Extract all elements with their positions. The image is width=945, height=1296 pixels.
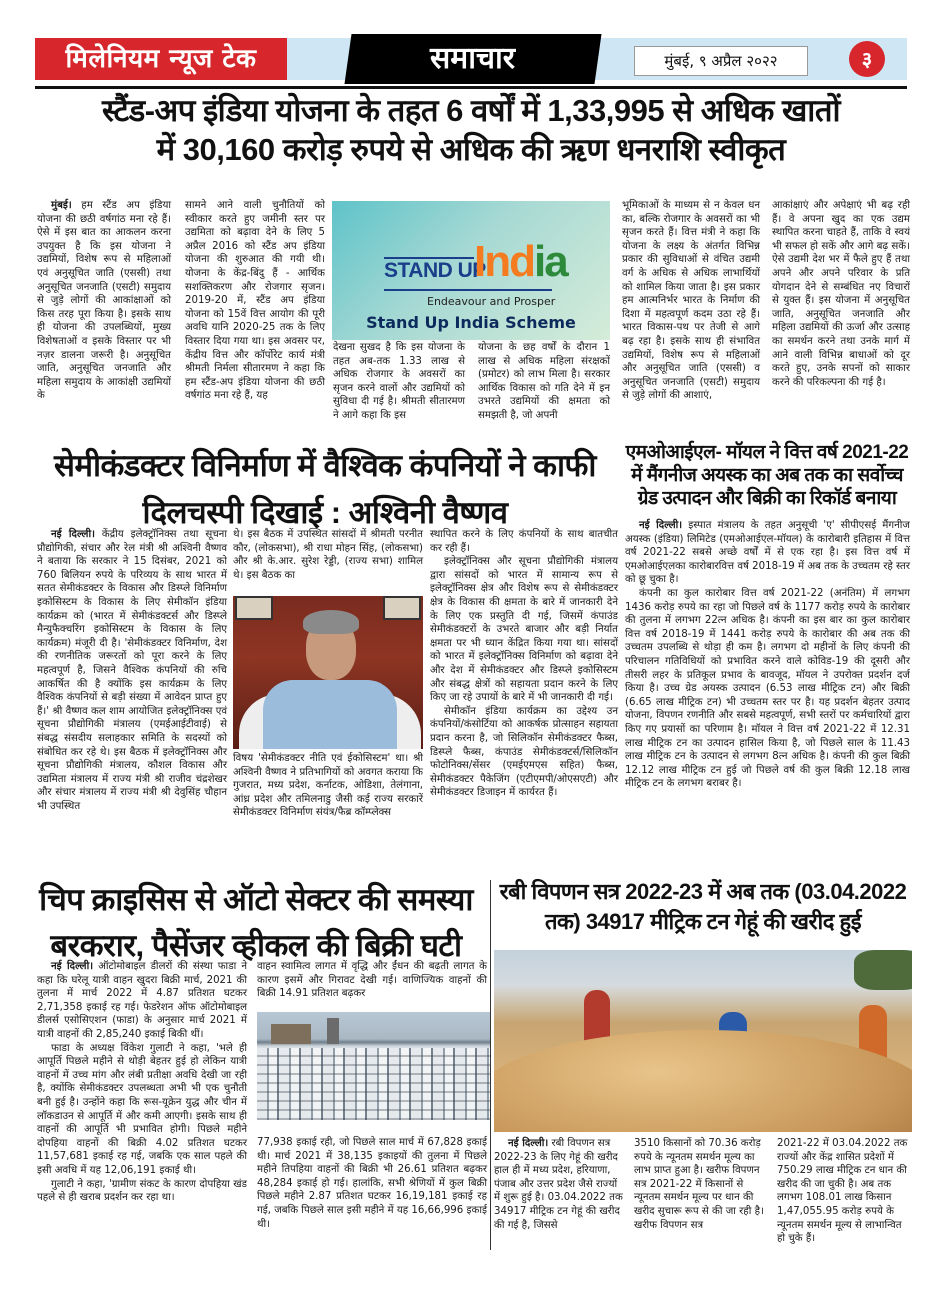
article1-headline [35,92,907,170]
article4-col2-bottom: 77,938 इकाई रही, जो पिछले साल मार्च में 67,828 इकाई थी। मार्च 2021 में 38,135 इकाइयों की तुलना में पिछले महीने तिपहिया वाहनों की बिक्री भी 26.61 प्रतिशत बढ़कर 48,284 इकाई हो गई। हालांकि, सभी श्रेणियों में कुल बिक्री पिछले महीने 2.87 प्रतिशत घटकर 16,19,181 इकाई रह गई, जबकि पिछले साल इसी महीने में यह 16,66,996 इकाई थी। [257,1137,487,1230]
photo-car-rows-shade [257,1048,490,1120]
article4-col2-top: वाहन स्वामित्व लागत में वृद्धि और ईंधन की बढ़ती लागत के कारण इसमें और गिरावट देखी गई। वाणिज्यिक वाहनों की बिक्री 14.91 प्रतिशत बढ़कर [257,961,487,1000]
photo-tower [327,1018,339,1044]
article3-headline-line1: एमओआईएल- मॉयल ने वित्त वर्ष 2021-22 [625,442,909,463]
article1-headline-line1: स्टैंड-अप इंडिया योजना के तहत 6 वर्षों में 1,33,995 से अधिक खातों [101,93,841,128]
wheat-harvest-photo [494,950,912,1132]
article4-col1: नई दिल्ली। ऑटोमोबाइल डीलरों की संस्था फाडा ने कहा कि घरेलू यात्री वाहन खुदरा बिक्री मार्च, 2021 की तुलना में मार्च 2022 में 4.87 प्रतिशत घटकर 2,71,358 इकाई रह गई। फेडरेशन ऑफ ऑटोमोबाइल डीलर्स एसोसिएशन (फाडा) के अनुसार मार्च 2021 में यात्री वाहनों की 2,85,240 इकाई बिकी थीं। फाडा के अध्यक्ष विंकेश गुलाटी ने कहा, 'भले ही आपूर्ति पिछले महीने से थोड़ी बेहतर हुई हो लेकिन यात्री वाहनों में उच्च मांग और लंबी प्रतीक्षा अवधि देखी जा रही है, क्योंकि सेमीकंडक्टर उपलब्धता अभी भी एक चुनौती बनी हुई है। उन्होंने कहा कि रूस-यूक्रेन युद्ध और चीन में लॉकडाउन से आपूर्ति में और कमी आएगी। इसके साथ ही वाहनों की आपूर्ति भी प्रभावित होगी। पिछले महीने दोपहिया वाहनों की बिक्री 4.02 प्रतिशत घटकर 11,57,681 इकाई रह गई, जबकि एक साल पहले की इसी अवधि में यह 12,06,191 इकाई थी। गुलाटी ने कहा, 'ग्रामीण संकट के कारण दोपहिया खंड पहले से ही खराब प्रदर्शन कर रहा था। [37,961,247,1204]
article5-headline [494,877,912,937]
article1-headline-line2: में 30,160 करोड़ रुपये से अधिक की ऋण धनराशि स्वीकृत [156,131,786,167]
article2-headline-line1: सेमीकंडक्टर विनिर्माण में वैश्विक कंपनियों ने काफी [54,448,596,483]
logo-india: India [474,237,567,286]
photo-grain-mound [494,1030,912,1132]
article1-col5: भूमिकाओं के माध्यम से न केवल धन का, बल्कि रोजगार के अवसरों का भी सृजन करते हैं। वित्त मंत्री ने कहा कि योजना के लक्ष्य के अंतर्गत विभिन्न प्रकार की सुविधाओं से वंचित उद्यमी वर्ग के अधिक से अधिक लाभार्थियों को शामिल किया जाता है। इस प्रकार हम आत्मनिर्भर भारत के निर्माण की दिशा में महत्वपूर्ण कदम उठा रहे हैं। भारत विकास-पथ पर तेजी से आगे बढ़ रहा है। इसके साथ ही संभावित उद्यमियों, विशेष रूप से महिलाओं और अनुसूचित जाति (एससी) व अनुसूचित जनजाति (एसटी) समुदाय से जुड़े लोगों की आशाएं, [622,200,760,402]
article5-col3: 2021-22 में 03.04.2022 तक राज्यों और केंद्र शासित प्रदेशों में 750.29 लाख मीट्रिक टन धान की खरीद की जा चुकी है। अब तक लगभग 108.01 लाख किसान 1,47,055.95 करोड़ रुपये के न्यूनतम समर्थन मूल्य से लाभान्वित हो चुके हैं। [777,1138,908,1245]
logo-rule-bottom [384,289,552,291]
minister-photo [233,596,423,749]
article1-col2: सामने आने वाली चुनौतियों को स्वीकार करते हुए जमीनी स्तर पर उद्यमिता को बढ़ावा देने के लिए 5 अप्रैल 2016 को स्टैंड अप इंडिया योजना की शुरुआत की गयी थी। योजना के केंद्र-बिंदु हैं - आर्थिक सशक्तिकरण और रोजगार सृजन। 2019-20 में, स्टैंड अप इंडिया योजना को 15वें वित्त आयोग की पूरी अवधि यानि 2020-25 तक के लिए विस्तार दिया गया था। इस अवसर पर, केंद्रीय वित्त और कॉर्पोरेट कार्य मंत्री श्रीमती निर्मला सीतारमण ने कहा कि हम स्टैंड-अप इंडिया योजना की छठी वर्षगांठ मना रहे हैं, यह [185,200,325,402]
article2-headline-line2: दिलचस्पी दिखाई : अश्विनी वैष्णव [142,495,508,530]
stand-up-india-image [332,201,610,340]
article2-dateline: नई दिल्ली। [51,529,95,540]
article3-body: नई दिल्ली। इस्पात मंत्रालय के तहत अनुसूची 'ए' सीपीएसई मैंगनीज अयस्क (इंडिया) लिमिटेड (एमओआईएल-मॉयल) के कारोबारी इतिहास में वित्त वर्ष 2021-22 सबसे अच्छे वर्षों में से एक रहा है। इस वित्त वर्ष में एमओआईएलका कारोबारवित्त वर्ष 2018-19 में अब तक के उच्चतम रहे स्तर को छू चुका है। कंपनी का कुल कारोबार वित्त वर्ष 2021-22 (अनंतिम) में लगभग 1436 करोड़ रुपये का रहा जो पिछले वर्ष के 1177 करोड़ रुपये के कारोबार की तुलना में लगभग 22त्न अधिक है। कंपनी का इस बार का कुल कारोबार वित्त वर्ष 2018-19 में 1441 करोड़ रुपये के कारोबार की अब तक की उच्चतम उपलब्धि से थोड़ा ही कम है। लगभग दो महीनों के लिए कंपनी की परिचालन गतिविधियों को प्रभावित करने वाले कोविड-19 की दूसरी और तीसरी लहर के प्रतिकूल प्रभाव के बावजूद, मॉयल ने उपरोक्त प्रदर्शन दर्ज किया है। उच्च ग्रेड अयस्क उत्पादन (6.53 लाख मीट्रिक टन) और बिक्री (6.65 लाख मीट्रिक टन) भी उच्चतम स्तर पर है। यह प्रदर्शन बेहतर उत्पाद योजना, विपणन रणनीति और सबसे महत्वपूर्ण, सभी स्तरों पर कर्मचारियों द्वारा किए गए प्रयासों का परिणाम है। मॉयल ने वित्त वर्ष 2021-22 में 12.31 लाख मीट्रिक टन का उत्पादन हासिल किया है, जो पिछले साल के 11.43 लाख मीट्रिक टन के उत्पादन से लगभग 8त्न अधिक है। कंपनी की कुल बिक्री 12.12 लाख मीट्रिक टन हुई जो पिछले वर्ष की कुल बिक्री 12.18 लाख मीट्रिक टन के लगभग बराबर है। [625,520,910,790]
photo-building [271,1024,311,1044]
article2-col3: स्थापित करने के लिए कंपनियों के साथ बातचीत कर रही हैं। इलेक्ट्रॉनिक्स और सूचना प्रौद्योगिकी मंत्रालय द्वारा सांसदों को भारत में सामान्य रूप से इलेक्ट्रॉनिक्स क्षेत्र और विशेष रूप से सेमीकंडक्टर क्षेत्र के विकास की क्षमता के बारे में जानकारी देने के लिए एक प्रस्तुति दी गई, जिसमें कंपाउंड सेमीकंडक्टरों के उभरते बाजार और बड़ी निर्यात क्षमता पर भी ध्यान केंद्रित किया गया था। सांसदों को भारत में इलेक्ट्रॉनिक्स विनिर्माण को बढ़ावा देने और देश में सेमीकंडक्टर और डिस्प्ले इकोसिस्टम और संबद्ध क्षेत्रों को सहायता प्रदान करने के लिए किए जा रहे उपायों के बारे में भी जानकारी दी गई। सेमीकॉन इंडिया कार्यक्रम का उद्देश्य उन कंपनियों/कंसोर्टिया को आकर्षक प्रोत्साहन सहायता प्रदान करना है, जो सिलिकॉन सेमीकंडक्टर फैब्स, डिस्प्ले फैब्स, कंपाउंड सेमीकंडक्टर्स/सिलिकॉन फोटोनिक्स/सेंसर (एमईएमएस सहित) फैब्स, सेमीकंडक्टर पैकेजिंग (एटीएमपी/ओएसएटी) और सेमीकंडक्टर डिजाइन में कार्यरत हैं। [430,529,618,799]
photo-hair [303,610,359,634]
article4-headline-line1: चिप क्राइसिस से ऑटो सेक्टर की समस्या [39,882,473,917]
newspaper-logo: मिलेनियम न्यूज टेक [35,38,287,80]
page-number-badge: ३ [849,41,885,77]
article1-col6: आकांक्षाएं और अपेक्षाएं भी बढ़ रही हैं। वे अपना खुद का एक उद्यम स्थापित करना चाहते हैं, ताकि वे स्वयं भी सफल हो सकें और आगे बढ़ सकें। ऐसे उद्यमी देश भर में फैले हुए हैं तथा अपने और अपने परिवार के प्रति योगदान देने से सम्बंधित नए विचारों से युक्त हैं। इस योजना में अनुसूचित जाति, अनुसूचित जनजाति और महिला उद्यमियों की ऊर्जा और उत्साह का समर्थन करने तथा उनके मार्ग में आने वाली विभिन्न बाधाओं को दूर करते हुए, उनके सपनों को साकार करने की परिकल्पना की गई है। [772,200,910,388]
article3-headline-line2: में मैंगनीज अयस्क का अब तक का सर्वोच्च [631,465,903,486]
section-label-text: समाचार [430,41,516,76]
section-label [344,34,601,84]
wall-frame-right [383,596,421,620]
article2-col1: नई दिल्ली। केंद्रीय इलेक्ट्रॉनिक्स तथा सूचना प्रौद्योगिकी, संचार और रेल मंत्री श्री अश्विनी वैष्णव ने बताया कि सरकार ने 15 दिसंबर, 2021 को 760 बिलियन रुपये के परिव्यय के साथ भारत में सतत सेमीकंडक्टर के विकास और डिस्प्ले विनिर्माण इकोसिस्टम के विकास के लिए सेमीकॉन इंडिया कार्यक्रम को (भारत में सेमीकंडक्टर्स और डिस्प्ले मैन्युफैक्चरिंग इकोसिस्टम के विकास के लिए कार्यक्रम) मंजूरी दी है। 'सेमीकंडक्टर विनिर्माण, देश की रणनीतिक जरूरतों को पूरा करने के लिए महत्वपूर्ण है, जिसने वैश्विक कंपनियों की रुचि आकर्षित की है क्योंकि इस कार्यक्रम के लिए वैश्विक कंपनियों से बड़ी संख्या में आवेदन प्राप्त हुए हैं।' श्री वैष्णव कल शाम आयोजित इलेक्ट्रॉनिक्स एवं सूचना प्रौद्योगिकी मंत्रालय (एमईआईटीवाई) से संबद्ध संसदीय सलाहकार समिति के सदस्यों को संबोधित कर रहे थे। इस बैठक में इलेक्ट्रॉनिक्स और सूचना प्रौद्योगिकी मंत्रालय, कौशल विकास और उद्यमिता मंत्रालय में राज्य मंत्री श्री राजीव चंद्रशेखर और संचार मंत्रालय में राज्य मंत्री श्री देवुसिंह चौहान भी उपस्थित [37,529,227,812]
article5-dateline: नई दिल्ली। [508,1138,549,1149]
article4-headline [30,877,482,969]
masthead-rule [35,86,907,89]
article2-headline [30,442,620,536]
article5-headline-line1: रबी विपणन सत्र 2022-23 में अब तक (03.04.2022 [499,879,907,904]
article2-col2-top: थे। इस बैठक में उपस्थित सांसदों में श्रीमती परनीत कौर, (लोकसभा), श्री राधा मोहन सिंह, (लोकसभा) और श्री के.आर. सुरेश रेड्डी, (राज्य सभा) शामिल थे। इस बैठक का [233,529,423,581]
article5-col1: नई दिल्ली। रबी विपणन सत्र 2022-23 के लिए गेहूं की खरीद हाल ही में मध्य प्रदेश, हरियाणा, पंजाब और उत्तर प्रदेश जैसे राज्यों में शुरू हुई है। 03.04.2022 तक 34917 मीट्रिक टन गेहूं की खरीद की गई है, जिससे [494,1138,623,1231]
article3-headline-line3: ग्रेड उत्पादन और बिक्री का रिकॉर्ड बनाया [637,488,897,509]
photo-tree [854,950,912,990]
article3-headline [622,441,912,510]
article1-col1: मुंबई। हम स्टैंड अप इंडिया योजना की छठी वर्षगांठ मना रहे हैं। ऐसे में इस बात का आकलन करना उपयुक्त है कि इस योजना ने उद्यमियों, विशेष रूप से महिलाओं एवं अनुसूचित जाति (एससी) तथा अनुसूचित जनजाति (एसटी) समुदाय से जुड़े लोगों की आकांक्षाओं को किस तरह पूरा किया है। इसके साथ ही योजना की उपलब्धियों, मुख्य विशेषताओं व इसके विस्तार पर भी नज़र डालना जरूरी है। अनुसूचित जाति, अनुसूचित जनजाति और महिला समुदाय के आकांक्षी उद्यमियों के [37,200,171,402]
article4-headline-line2: बरकरार, पैसेंजर व्हीकल की बिक्री घटी [50,928,462,963]
article3-dateline: नई दिल्ली। [639,520,683,531]
article2-col2-bottom: विषय 'सेमीकंडक्टर नीति एवं ईकोसिस्टम' था। श्री अश्विनी वैष्णव ने प्रतिभागियों को अवगत कराया कि गुजरात, मध्य प्रदेश, कर्नाटक, ओडिशा, तेलंगाना, आंध्र प्रदेश और तमिलनाडु जैसी कई राज्य सरकारें सेमीकंडक्टर विनिर्माण संयंत्र/फैब्र कॉम्प्लेक्स [233,753,423,819]
column-divider [490,880,491,1250]
photo-sky [494,950,912,986]
article5-headline-line2: तक) 34917 मीट्रिक टन गेहूं की खरीद हुई [544,909,862,934]
article1-dateline: मुंबई। [51,200,72,211]
photo-vest [263,680,397,749]
parked-cars-photo [257,1012,490,1120]
article1-col4: योजना के छह वर्षों के दौरान 1 लाख से अधिक महिला संरक्षकों (प्रमोटर) को लाभ मिला है। सरकार आर्थिक विकास को गति देने में इन उभरते उद्यमियों की क्षमता को समझती है, जो अपनी [478,342,610,421]
logo-stand-up: STAND UP [384,259,486,282]
article4-dateline: नई दिल्ली। [51,961,94,972]
issue-dateline: मुंबई, ९ अप्रैल २०२२ [634,46,808,76]
wall-frame-left [235,596,273,620]
article1-col3: देखना सुखद है कि इस योजना के तहत अब-तक 1.33 लाख से अधिक रोजगार के अवसरों का सृजन करने वालों और उद्यमियों को सुविधा दी गई है। श्रीमती सीतारमण ने आगे कहा कि इस [333,342,465,421]
article5-col2: 3510 किसानों को 70.36 करोड़ रुपये के न्यूनतम समर्थन मूल्य का लाभ प्राप्त हुआ है। खरीफ विपणन सत्र 2021-22 में किसानों से न्यूनतम समर्थन मूल्य पर धान की खरीद सुचारू रूप से की जा रही है। खरीफ विपणन सत्र [634,1138,764,1231]
image-caption: Stand Up India Scheme [366,313,576,332]
logo-tagline: Endeavour and Prosper [427,295,556,308]
